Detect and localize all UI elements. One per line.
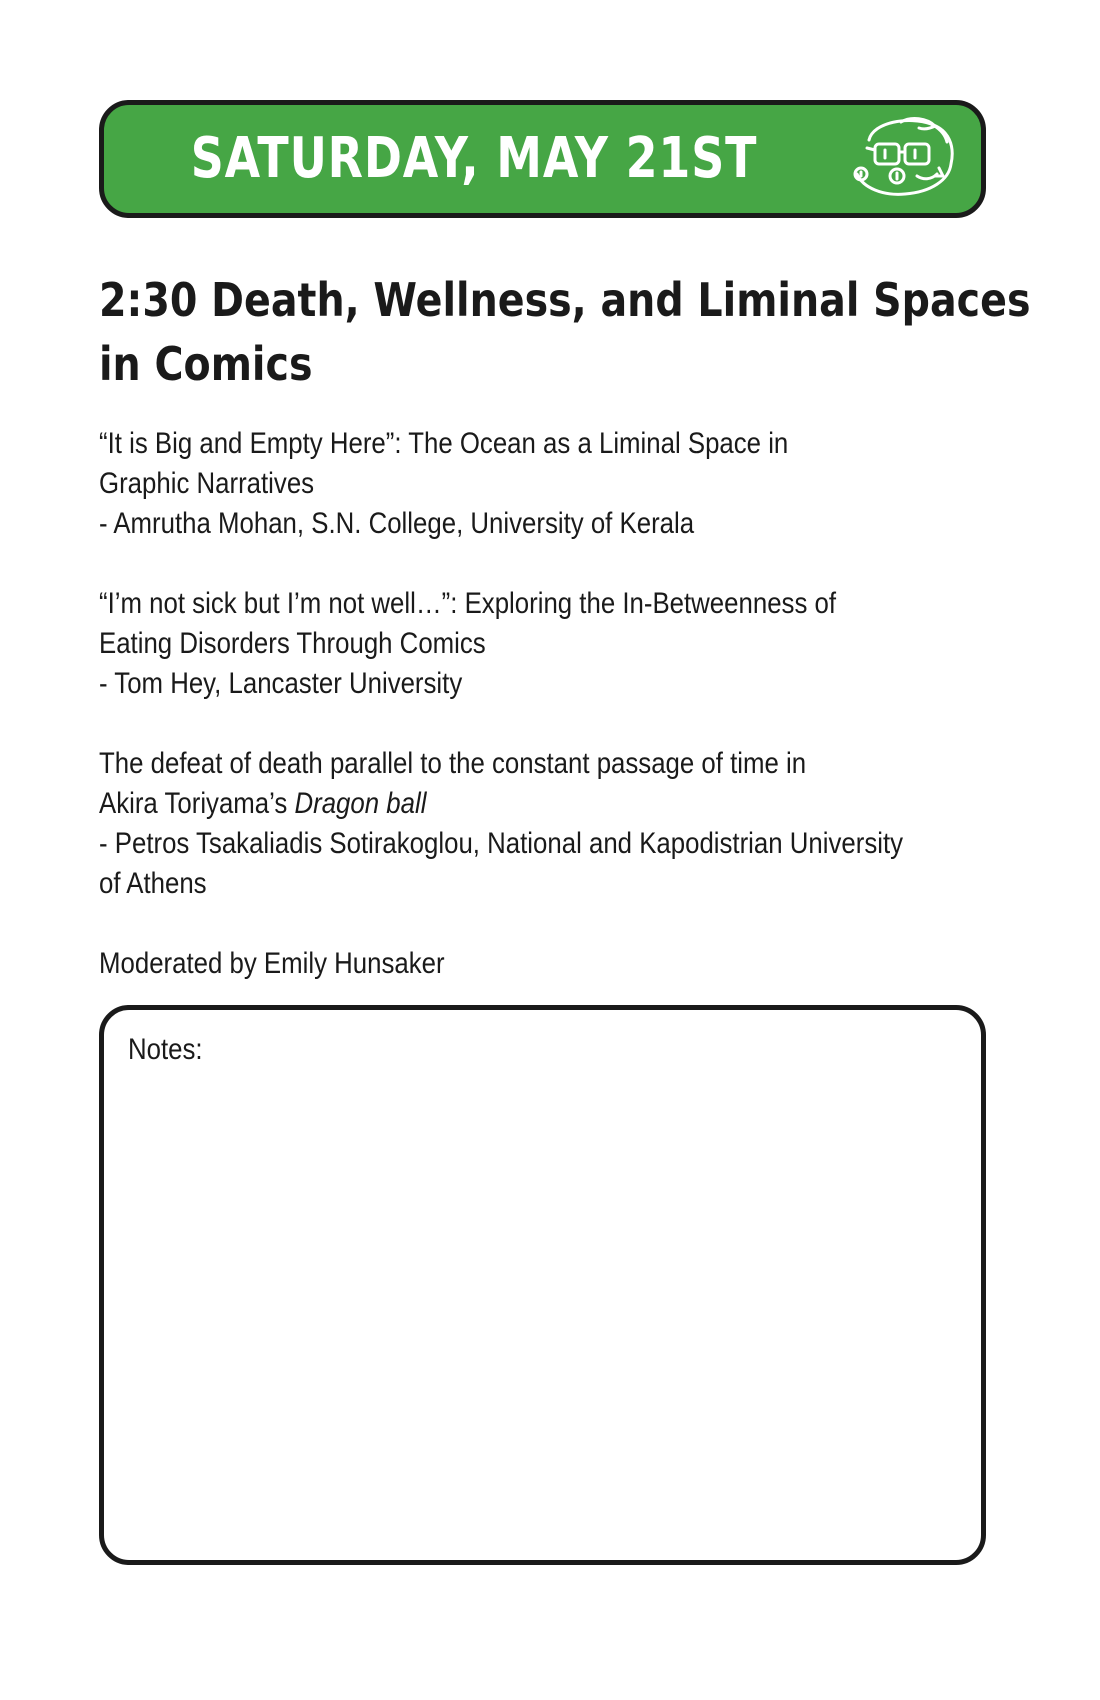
talk-presenter: of Athens <box>99 867 207 900</box>
talk-list <box>99 424 999 984</box>
banner-date: SATURDAY, MAY 21ST <box>190 126 758 191</box>
glasses-face-mascot-icon <box>839 110 969 208</box>
session-title <box>99 268 1031 396</box>
talk-item <box>99 424 873 544</box>
talk-presenter: - Petros Tsakaliadis Sotirakoglou, National and Kapodistrian University <box>99 827 904 860</box>
notes-box[interactable] <box>99 1005 986 1565</box>
talk-title-prefix: Akira Toriyama’s <box>99 787 295 820</box>
talk-title-line <box>99 784 873 824</box>
notes-label: Notes: <box>128 1033 203 1066</box>
talk-title-italic: Dragon ball <box>294 787 427 820</box>
talk-presenter: - Amrutha Mohan, S.N. College, University of Kerala <box>99 507 695 540</box>
talk-title-line: Graphic Narratives <box>99 467 315 500</box>
date-banner <box>99 100 986 218</box>
talk-item <box>99 584 873 704</box>
session-title-line1: 2:30 Death, Wellness, and Liminal Spaces <box>99 273 1031 327</box>
session-title-line2: in Comics <box>99 337 313 391</box>
talk-item <box>99 744 904 904</box>
talk-title-line: The defeat of death parallel to the constant passage of time in <box>99 747 807 780</box>
talk-title-line: Eating Disorders Through Comics <box>99 627 486 660</box>
talk-presenter: - Tom Hey, Lancaster University <box>99 667 463 700</box>
talk-title-line: “I’m not sick but I’m not well…”: Exploring the In-Betweenness of <box>99 587 837 620</box>
moderator-line: Moderated by Emily Hunsaker <box>99 947 445 980</box>
talk-title-line: “It is Big and Empty Here”: The Ocean as a Liminal Space in <box>99 427 789 460</box>
